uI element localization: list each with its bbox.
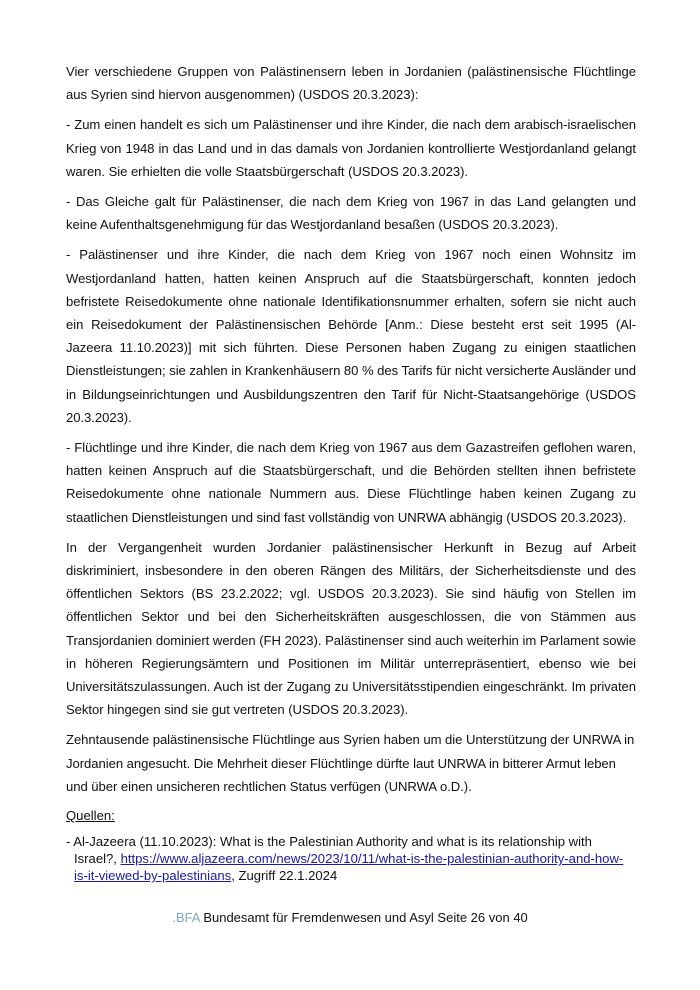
group-1-paragraph: - Zum einen handelt es sich um Palästinenser und ihre Kinder, die nach dem arabisch-israelischen Krieg von 1948 in das Land und in das damals von Jordanien kontrollierte Westjordanland gelangt waren. Sie erhielten die volle Staatsbürgerschaft (USDOS 20.3.2023). xyxy=(66,117,636,179)
intro-paragraph: Vier verschiedene Gruppen von Palästinensern leben in Jordanien (palästinensische Flüchtlinge aus Syrien sind hiervon ausgenommen) (USDOS 20.3.2023): xyxy=(66,64,636,103)
page-footer xyxy=(0,910,700,926)
source-citation: - Al-Jazeera (11.10.2023): What is the Palestinian Authority and what is its relationship with Israel?, xyxy=(66,834,592,867)
source-access-date: , Zugriff 22.1.2024 xyxy=(231,868,338,884)
source-item xyxy=(66,833,636,884)
discrimination-paragraph: In der Vergangenheit wurden Jordanier palästinensischer Herkunft in Bezug auf Arbeit diskriminiert, insbesondere in den oberen Rängen des Militärs, der Sicherheitsdienste und des öffentlichen Sektors (BS 23.2.2022; vgl. USDOS 20.3.2023). Sie sind häufig von Stellen im öffentlichen Sektor und bei den Sicherheitskräften ausgeschlossen, die von Stämmen aus Transjordanien dominiert werden (FH 2023). Palästinenser sind auch weiterhin im Parlament sowie in höheren Regierungsämtern und Positionen im Militär unterrepräsentiert, ebenso wie bei Universitätszulassungen. Auch ist der Zugang zu Universitätsstipendien eingeschränkt. Im privaten Sektor hingegen sind sie gut vertreten (USDOS 20.3.2023). xyxy=(66,539,636,718)
sources-heading: Quellen: xyxy=(66,808,115,824)
document-body xyxy=(66,60,636,884)
group-2-paragraph: - Das Gleiche galt für Palästinenser, die nach dem Krieg von 1967 in das Land gelangten und keine Aufenthaltsgenehmigung für das Westjordanland besaßen (USDOS 20.3.2023). xyxy=(66,194,636,233)
bfa-logo: .BFA xyxy=(172,910,200,925)
syria-refugees-paragraph: Zehntausende palästinensische Flüchtlinge aus Syrien haben um die Unterstützung der UNRWA in Jordanien angesucht. Die Mehrheit dieser Flüchtlinge dürfte laut UNRWA in bitterer Armut leben und über einen unsicheren rechtlichen Status verfügen (UNRWA o.D.). xyxy=(66,732,635,794)
footer-text: Bundesamt für Fremdenwesen und Asyl Seite 26 von 40 xyxy=(203,910,528,925)
group-3-paragraph: - Palästinenser und ihre Kinder, die nach dem Krieg von 1967 noch einen Wohnsitz im Westjordanland hatten, hatten keinen Anspruch auf die Staatsbürgerschaft, konnten jedoch befristete Reisedokumente ohne nationale Identifikationsnummer erhalten, sofern sie nicht auch ein Reisedokument der Palästinensischen Behörde [Anm.: Diese besteht erst seit 1995 (Al-Jazeera 11.10.2023)] mit sich führten. Diese Personen haben Zugang zu einigen staatlichen Dienstleistungen; sie zahlen in Krankenhäusern 80 % des Tarifs für nicht versicherte Ausländer und in Bildungseinrichtungen und Ausbildungszentren den Tarif für Nicht-Staatsangehörige (USDOS 20.3.2023). xyxy=(66,247,636,425)
group-4-paragraph: - Flüchtlinge und ihre Kinder, die nach dem Krieg von 1967 aus dem Gazastreifen geflohen waren, hatten keinen Anspruch auf die Staatsbürgerschaft, und die Behörden stellten ihnen befristete Reisedokumente ohne nationale Nummern aus. Diese Flüchtlinge haben keinen Zugang zu staatlichen Dienstleistungen und sind fast vollständig von UNRWA abhängig (USDOS 20.3.2023). xyxy=(66,440,636,525)
source-link[interactable]: https://www.aljazeera.com/news/2023/10/11/what-is-the-palestinian-authority-and-how-is-it-viewed-by-palestinians xyxy=(74,851,624,884)
